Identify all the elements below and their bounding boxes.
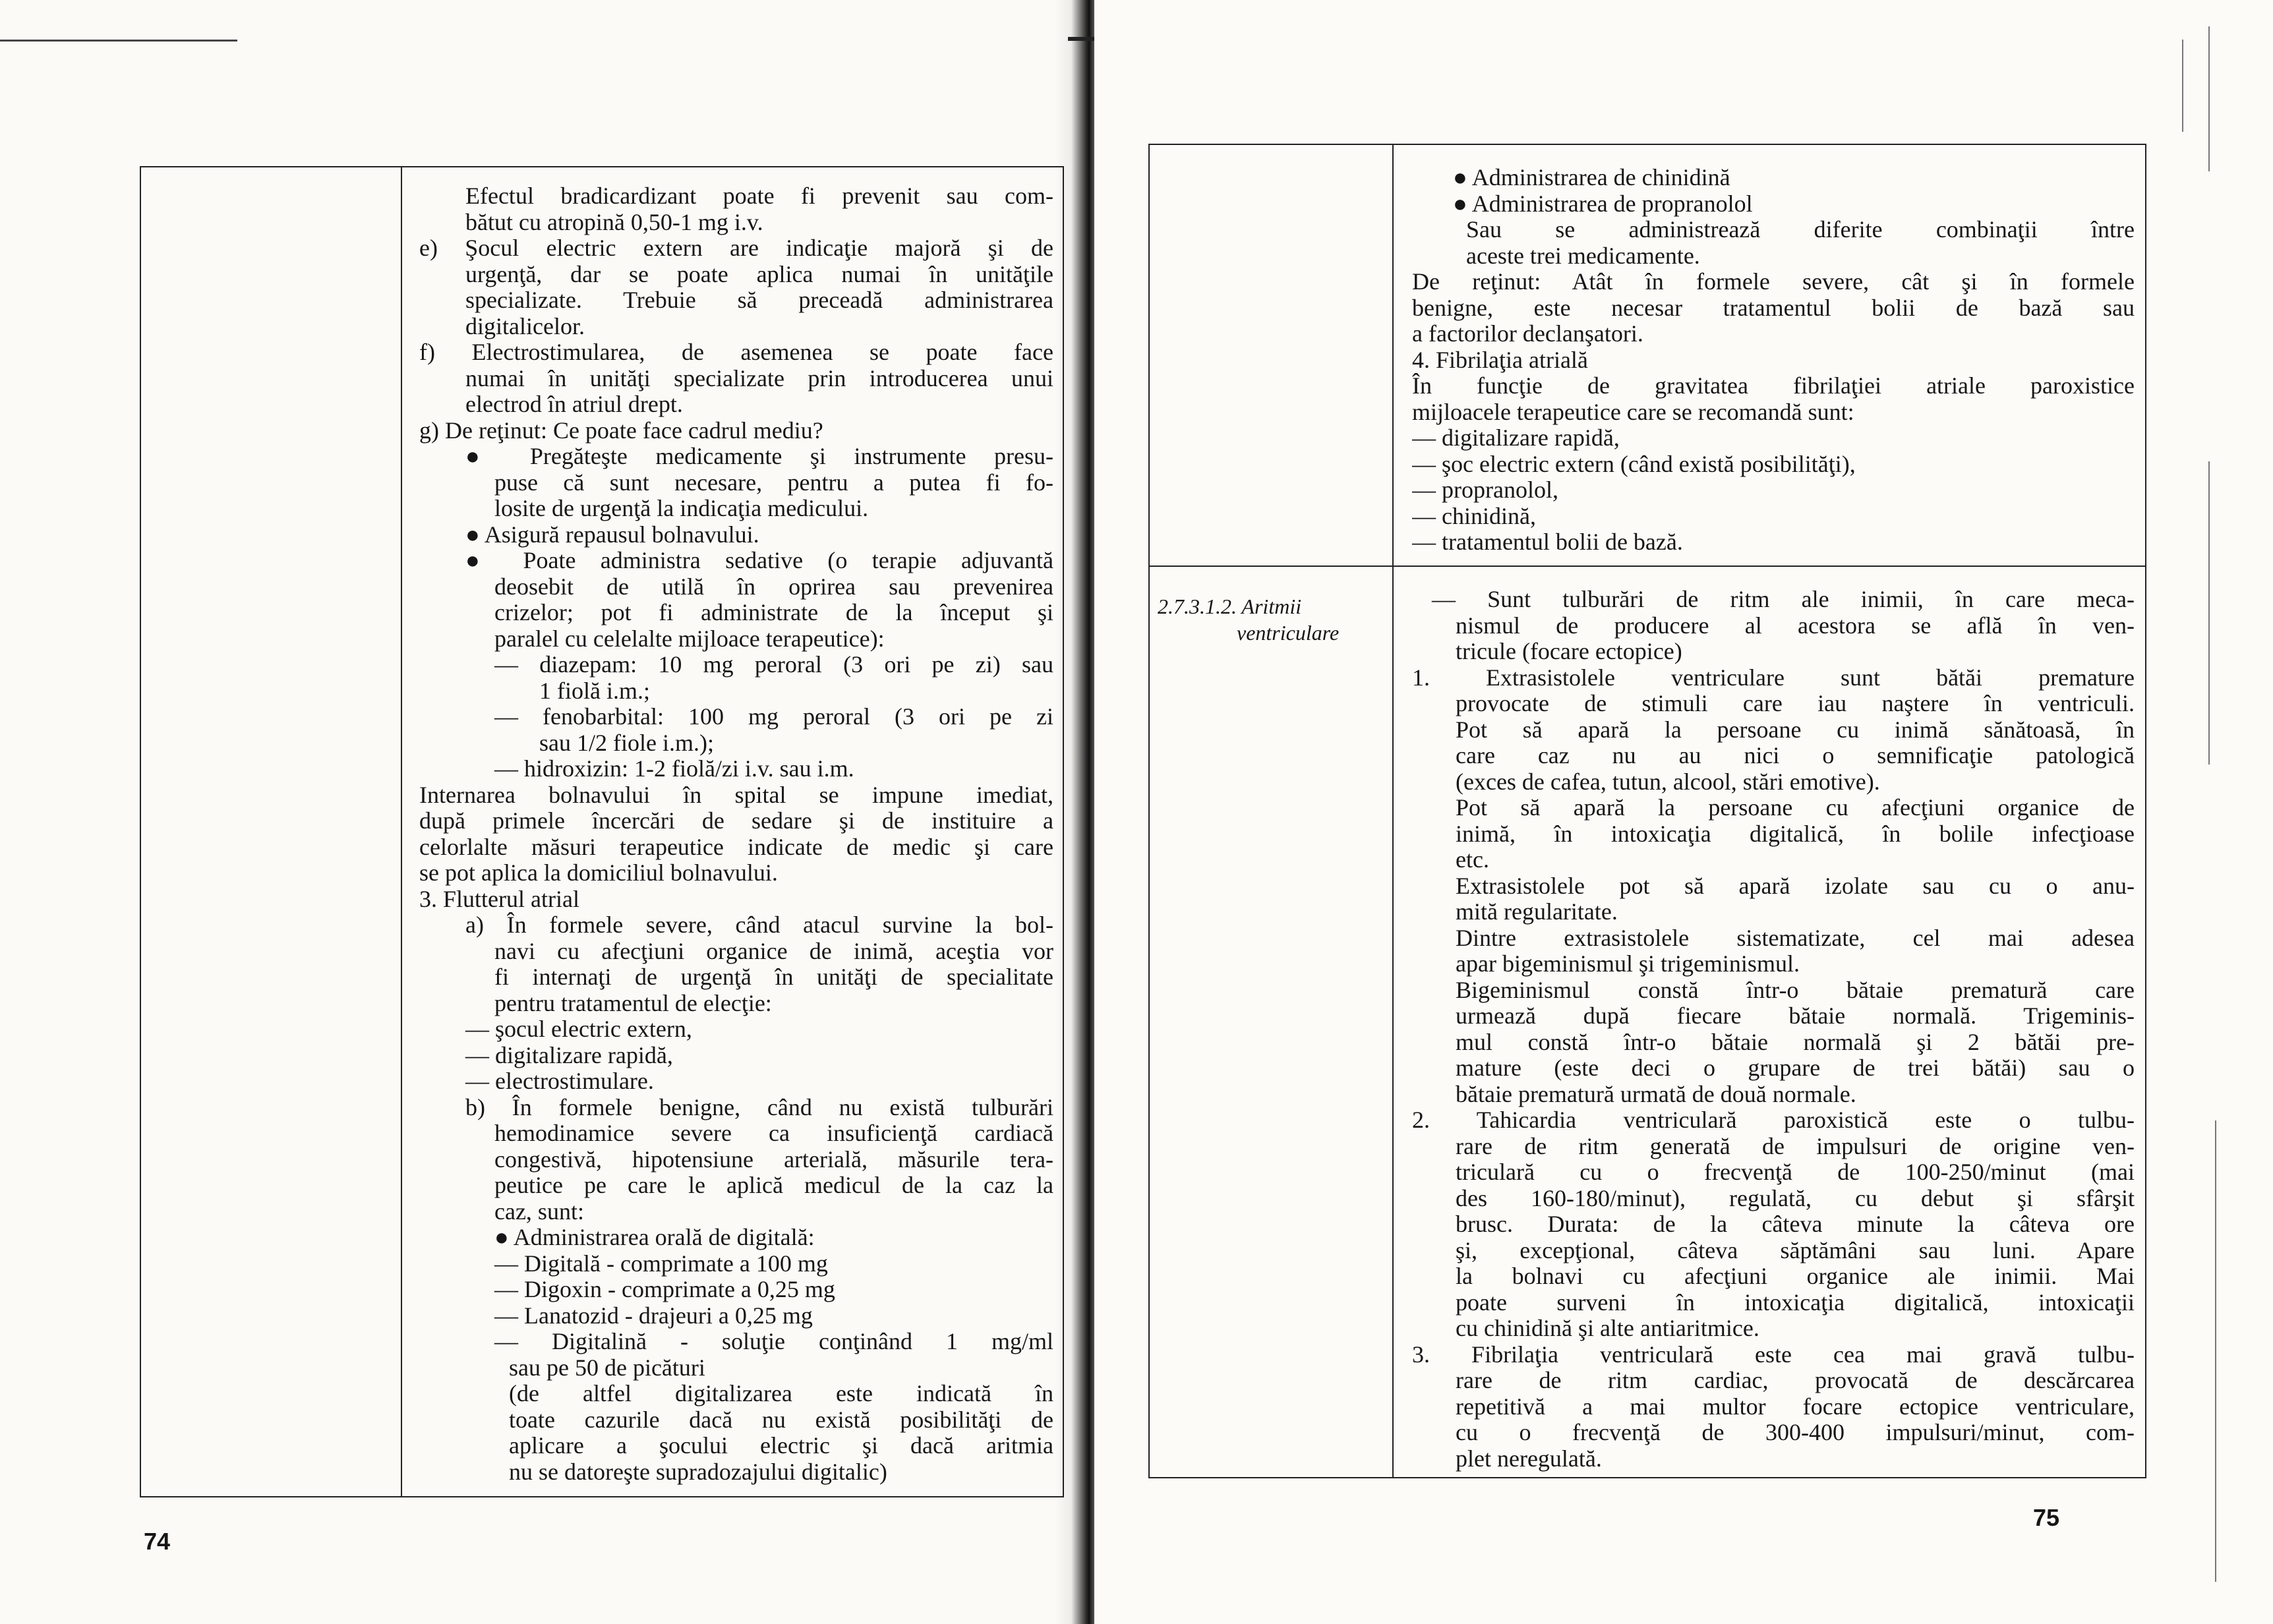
left-page bbox=[0, 0, 1094, 1624]
text-line: rare de ritm generată de impulsuri de origine ven- bbox=[1456, 1133, 2135, 1159]
right-content-cell-top bbox=[1393, 144, 2146, 566]
text-line: — diazepam: 10 mg peroral (3 ori pe zi) sau bbox=[494, 652, 1053, 678]
section-number: 2.7.3.1.2. bbox=[1158, 594, 1237, 618]
text-line: care caz nu au nici o semnificaţie patologică bbox=[1456, 743, 2135, 768]
text-line: — digitalizare rapidă, bbox=[465, 1042, 673, 1068]
text-line: bătut cu atropină 0,50-1 mg i.v. bbox=[465, 209, 763, 235]
left-label-cell bbox=[140, 167, 401, 1497]
text-line: — electrostimulare. bbox=[465, 1068, 654, 1094]
text-line: caz, sunt: bbox=[494, 1198, 584, 1225]
text-line: — propranolol, bbox=[1412, 477, 1558, 503]
text-line: — chinidină, bbox=[1412, 503, 1536, 529]
text-line: f) Electrostimularea, de asemenea se poate face bbox=[419, 339, 1053, 365]
text-line: poate surveni în intoxicaţia digitalică, intoxicaţii bbox=[1456, 1289, 2135, 1316]
text-line: mijloacele terapeutice care se recomandă sunt: bbox=[1412, 399, 1854, 425]
text-line: — Sunt tulburări de ritm ale inimii, în care meca- bbox=[1432, 587, 2135, 612]
text-line: losite de urgenţă la indicaţia medicului. bbox=[494, 496, 869, 521]
text-line: inimă, în intoxicaţia digitalică, în bolile infecţioase bbox=[1456, 821, 2135, 847]
text-line: Internarea bolnavului în spital se impune imediat, bbox=[419, 782, 1053, 808]
text-line: b) În formele benigne, când nu există tulburări bbox=[465, 1094, 1053, 1120]
text-line: apar bigeminismul şi trigeminismul. bbox=[1456, 951, 1800, 977]
text-line: la bolnavi cu afecţiuni organice ale inimii. Mai bbox=[1456, 1263, 2135, 1289]
text-line: repetitivă a mai multor focare ectopice ventriculare, bbox=[1456, 1393, 2135, 1420]
text-line: — Lanatozid - drajeuri a 0,25 mg bbox=[494, 1302, 813, 1329]
text-line: ● Administrarea orală de digitală: bbox=[494, 1225, 815, 1250]
text-line: — Digitalină - soluţie conţinând 1 mg/ml bbox=[494, 1329, 1053, 1354]
text-line: — tratamentul bolii de bază. bbox=[1412, 529, 1683, 555]
section-title-line2: ventriculare bbox=[1237, 621, 1340, 645]
text-line: Efectul bradicardizant poate fi prevenit sau com- bbox=[465, 183, 1053, 209]
text-line: plet neregulată. bbox=[1456, 1445, 1602, 1472]
text-line: puse că sunt necesare, pentru a putea fi fo- bbox=[494, 469, 1053, 496]
text-line: (de altfel digitalizarea este indicată în bbox=[509, 1381, 1053, 1406]
text-line: navi cu afecţiuni organice de inimă, aceştia vor bbox=[494, 938, 1053, 964]
text-line: nu se datoreşte supradozajului digitalic) bbox=[509, 1459, 887, 1485]
text-line: triculară cu o frecvenţă de 100-250/minut (mai bbox=[1456, 1159, 2135, 1185]
text-line: benigne, este necesar tratamentul bolii de bază sau bbox=[1412, 295, 2135, 321]
text-line: a factorilor declanşatori. bbox=[1412, 321, 1643, 347]
text-line: după primele încercări de sedare şi de instituire a bbox=[419, 808, 1053, 834]
text-line: peutice pe care le aplică medicul de la caz la bbox=[494, 1173, 1053, 1198]
text-line: pentru tratamentul de elecţie: bbox=[494, 990, 772, 1016]
text-line: deosebit de utilă în oprirea sau prevenirea bbox=[494, 573, 1053, 600]
text-line: mature (este deci o grupare de trei bătăi) sau o bbox=[1456, 1055, 2135, 1081]
text-line: numai în unităţi specializate prin introducerea unui bbox=[465, 365, 1053, 392]
text-line: cu chinidină şi alte antiaritmice. bbox=[1456, 1316, 1759, 1341]
text-line: congestivă, hipotensiune arterială, măsurile tera- bbox=[494, 1146, 1053, 1173]
right-bottom-content bbox=[1394, 567, 2145, 1477]
text-line: — hidroxizin: 1-2 fiolă/zi i.v. sau i.m. bbox=[494, 756, 854, 782]
text-line: 1 fiolă i.m.; bbox=[539, 678, 650, 704]
text-line: Pot să apară la persoane cu afecţiuni organice de bbox=[1456, 795, 2135, 821]
text-line: Sau se administrează diferite combinaţii între bbox=[1466, 217, 2135, 243]
text-line: ● Administrarea de propranolol bbox=[1453, 190, 1753, 217]
section-title: Aritmii bbox=[1241, 594, 1302, 618]
text-line: 4. Fibrilaţia atrială bbox=[1412, 347, 1588, 373]
page-edge-mark bbox=[2215, 1120, 2216, 1582]
text-line: — Digoxin - comprimate a 0,25 mg bbox=[494, 1277, 835, 1302]
page-edge-mark bbox=[2208, 26, 2210, 171]
page-number: 74 bbox=[144, 1528, 171, 1555]
text-line: Bigeminismul constă într-o bătaie prematură care bbox=[1456, 977, 2135, 1003]
left-content bbox=[402, 167, 1063, 1490]
text-line: electrod în atriul drept. bbox=[465, 392, 683, 417]
text-line: ● Asigură repausul bolnavului. bbox=[465, 521, 759, 548]
text-line: (exces de cafea, tutun, alcool, stări emotive). bbox=[1456, 768, 1880, 795]
page-edge-mark bbox=[2208, 461, 2210, 765]
text-line: paralel cu celelalte mijloace terapeutice): bbox=[494, 625, 885, 652]
text-line: celorlalte măsuri terapeutice indicate de medic şi care bbox=[419, 834, 1053, 860]
text-line: — Digitală - comprimate a 100 mg bbox=[494, 1250, 828, 1277]
right-table bbox=[1148, 144, 2146, 1478]
text-line: — şoc electric extern (când există posibilităţi), bbox=[1412, 451, 1856, 477]
text-line: — şocul electric extern, bbox=[465, 1016, 692, 1042]
left-content-cell bbox=[401, 167, 1063, 1497]
text-line: mită regularitate. bbox=[1456, 899, 1618, 925]
page-edge-mark bbox=[2182, 40, 2183, 132]
text-line: nismul de producere al acestora se află în ven- bbox=[1456, 612, 2135, 639]
text-line: În funcţie de gravitatea fibrilaţiei atriale paroxistice bbox=[1412, 373, 2135, 399]
text-line: aceste trei medicamente. bbox=[1466, 243, 1700, 269]
right-content-cell-bottom bbox=[1393, 566, 2146, 1478]
text-line: urmează după fiecare bătaie normală. Trigeminis- bbox=[1456, 1003, 2135, 1029]
text-line: e) Şocul electric extern are indicaţie majoră şi de bbox=[419, 235, 1053, 261]
text-line: rare de ritm cardiac, provocată de descărcarea bbox=[1456, 1368, 2135, 1393]
text-line: 2. Tahicardia ventriculară paroxistică este o tulbu- bbox=[1412, 1107, 2135, 1133]
text-line: ● Poate administra sedative (o terapie adjuvantă bbox=[465, 548, 1053, 573]
page-number: 75 bbox=[2033, 1504, 2060, 1531]
text-line: Pot să apară la persoane cu inimă sănătoasă, în bbox=[1456, 716, 2135, 743]
text-line: des 160-180/minut), regulată, cu debut şi sfârşit bbox=[1456, 1185, 2135, 1211]
text-line: bătaie prematură urmată de două normale. bbox=[1456, 1081, 1856, 1107]
text-line: provocate de stimuli care iau naştere în ventriculi. bbox=[1456, 691, 2135, 716]
section-label-cell bbox=[1149, 566, 1393, 1478]
right-top-content bbox=[1394, 145, 2145, 561]
text-line: şi, excepţional, câteva săptămâni sau luni. Apare bbox=[1456, 1237, 2135, 1263]
text-line: specializate. Trebuie să preceadă administrarea bbox=[465, 287, 1053, 313]
text-line: — fenobarbital: 100 mg peroral (3 ori pe zi bbox=[494, 704, 1053, 730]
right-page bbox=[1094, 0, 2273, 1624]
text-line: — digitalizare rapidă, bbox=[1412, 425, 1620, 451]
text-line: Dintre extrasistolele sistematizate, cel mai adesea bbox=[1456, 925, 2135, 951]
text-line: brusc. Durata: de la câteva minute la câteva ore bbox=[1456, 1211, 2135, 1237]
text-line: fi internaţi de urgenţă în unităţi de specialitate bbox=[494, 964, 1053, 990]
text-line: hemodinamice severe ca insuficienţă cardiacă bbox=[494, 1120, 1053, 1146]
text-line: etc. bbox=[1456, 847, 1489, 873]
right-label-cell-top bbox=[1149, 144, 1393, 566]
text-line: tricule (focare ectopice) bbox=[1456, 639, 1682, 664]
text-line: mul constă într-o bătaie normală şi 2 bătăi pre- bbox=[1456, 1029, 2135, 1055]
text-line: ● Administrarea de chinidină bbox=[1453, 165, 1730, 190]
text-line: urgenţă, dar se poate aplica numai în unităţile bbox=[465, 261, 1053, 287]
text-line: digitalicelor. bbox=[465, 313, 585, 339]
text-line: se pot aplica la domiciliul bolnavului. bbox=[419, 860, 778, 886]
text-line: 3. Fibrilaţia ventriculară este cea mai gravă tulbu- bbox=[1412, 1341, 2135, 1368]
text-line: aplicare a şocului electric şi dacă aritmia bbox=[509, 1433, 1053, 1459]
text-line: a) În formele severe, când atacul survine la bol- bbox=[465, 912, 1053, 938]
text-line: crizelor; pot fi administrate de la început şi bbox=[494, 600, 1053, 625]
text-line: De reţinut: Atât în formele severe, cât şi în formele bbox=[1412, 269, 2135, 295]
text-line: Extrasistolele pot să apară izolate sau cu o anu- bbox=[1456, 873, 2135, 899]
text-line: sau pe 50 de picături bbox=[509, 1354, 705, 1381]
text-line: sau 1/2 fiole i.m.); bbox=[539, 730, 714, 756]
left-table bbox=[140, 166, 1064, 1497]
text-line: ● Pregăteşte medicamente şi instrumente presu- bbox=[465, 444, 1053, 469]
section-label bbox=[1158, 593, 1383, 646]
text-line: g) De reţinut: Ce poate face cadrul mediu? bbox=[419, 417, 823, 444]
text-line: toate cazurile dacă nu există posibilităţi de bbox=[509, 1406, 1053, 1433]
header-rule bbox=[0, 40, 237, 42]
text-line: cu o frecvenţă de 300-400 impulsuri/minut, com- bbox=[1456, 1420, 2135, 1445]
text-line: 1. Extrasistolele ventriculare sunt bătăi premature bbox=[1412, 664, 2135, 691]
text-line: 3. Flutterul atrial bbox=[419, 886, 579, 912]
